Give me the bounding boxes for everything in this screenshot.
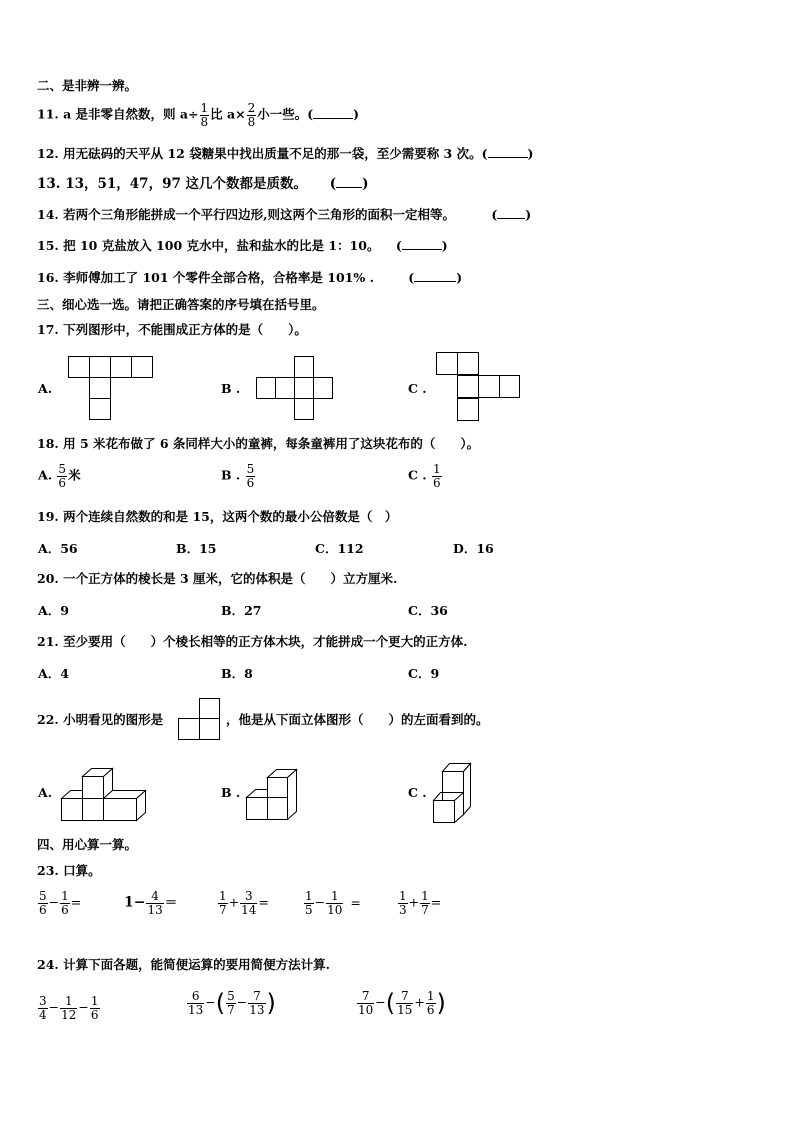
question-17: 17. 下列图形中，不能围成正方体的是（ ）。 bbox=[37, 322, 307, 337]
option-b[interactable]: B．8 bbox=[221, 666, 253, 681]
question-23: 23. 口算。 bbox=[37, 863, 101, 878]
calc-expression-3: $\frac{7}{10}$ −( $\frac{7}{15}$ + $\frac{1}{6}$ ) bbox=[358, 989, 446, 1018]
option-a-label[interactable]: A. bbox=[38, 785, 53, 800]
solid-figure-a[interactable] bbox=[60, 766, 148, 822]
option-c-label[interactable]: C . bbox=[408, 381, 427, 396]
question-20: 20. 一个正方体的棱长是 3 厘米，它的体积是（ ）立方厘米. bbox=[37, 571, 398, 586]
question-12: 12. 用无砝码的天平从 12 袋糖果中找出质量不足的那一袋，至少需要称 3 次。( ) bbox=[37, 146, 534, 161]
option-a[interactable]: A．4 bbox=[38, 666, 69, 681]
option-b[interactable]: B．15 bbox=[176, 541, 217, 556]
mental-calc-1: $\frac{5}{6}$ − $\frac{1}{6}$ = bbox=[39, 889, 82, 917]
question-22-suffix: ，他是从下面立体图形（ ）的左面看到的。 bbox=[226, 712, 489, 727]
question-11: 11. a 是非零自然数，则 a÷ $\frac{1}{8}$ 比 a× $\frac{2}{8}$ 小一些。( ) bbox=[37, 101, 360, 129]
question-19: 19. 两个连续自然数的和是 15，这两个数的最小公倍数是（ ） bbox=[37, 509, 398, 524]
mental-calc-3: $\frac{1}{7}$ + $\frac{3}{14}$ = bbox=[219, 889, 269, 917]
question-15: 15. 把 10 克盐放入 100 克水中，盐和盐水的比是 1：10。 ( ) bbox=[37, 238, 448, 253]
fraction: $\frac{1}{8}$ bbox=[200, 101, 209, 129]
answer-blank[interactable] bbox=[488, 157, 528, 158]
option-a[interactable]: A．56 bbox=[38, 541, 78, 556]
mental-calc-5: $\frac{1}{3}$ + $\frac{1}{7}$ = bbox=[399, 889, 442, 917]
option-c[interactable]: C．112 bbox=[315, 541, 364, 556]
answer-blank[interactable] bbox=[497, 218, 525, 219]
calc-expression-1: $\frac{3}{4}$ − $\frac{1}{12}$ − $\frac{1}{6}$ bbox=[39, 994, 99, 1022]
left-view-figure bbox=[178, 698, 222, 742]
question-22-prefix: 22. 小明看见的图形是 bbox=[37, 712, 164, 727]
answer-blank[interactable] bbox=[414, 281, 456, 282]
cube-net-c[interactable] bbox=[436, 352, 521, 424]
calc-expression-2: $\frac{6}{13}$ −( $\frac{5}{7}$ − $\frac{7}{13}$ ) bbox=[188, 989, 276, 1018]
question-18: 18. 用 5 米花布做了 6 条同样大小的童裤，每条童裤用了这块花布的（ ）。 bbox=[37, 436, 480, 451]
answer-blank[interactable] bbox=[313, 118, 353, 119]
option-c[interactable]: C．9 bbox=[408, 666, 440, 681]
answer-blank[interactable] bbox=[336, 187, 362, 188]
option-b-label[interactable]: B . bbox=[221, 785, 241, 800]
fraction: $\frac{2}{8}$ bbox=[247, 101, 256, 129]
option-b[interactable]: B．27 bbox=[221, 603, 262, 618]
fraction: $\frac{5}{6}$ bbox=[246, 462, 255, 490]
option-c[interactable]: C . $\frac{1}{6}$ bbox=[408, 462, 441, 490]
cube-net-b[interactable] bbox=[256, 356, 335, 422]
answer-blank[interactable] bbox=[402, 249, 442, 250]
mental-calc-4: $\frac{1}{5}$ − $\frac{1}{10}$ = bbox=[305, 889, 361, 917]
option-b[interactable]: B . $\frac{5}{6}$ bbox=[221, 462, 255, 490]
option-a[interactable]: A．9 bbox=[38, 603, 69, 618]
question-24: 24. 计算下面各题，能简便运算的要用简便方法计算. bbox=[37, 957, 330, 972]
fraction: $\frac{5}{6}$ bbox=[58, 462, 67, 490]
option-b-label[interactable]: B . bbox=[221, 381, 241, 396]
option-c[interactable]: C．36 bbox=[408, 603, 448, 618]
mental-calc-2: 1− $\frac{4}{13}$ ＝ bbox=[124, 889, 178, 917]
question-14: 14. 若两个三角形能拼成一个平行四边形,则这两个三角形的面积一定相等。 ( ) bbox=[37, 207, 532, 222]
question-16: 16. 李师傅加工了 101 个零件全部合格，合格率是 101% . ( ) bbox=[37, 270, 463, 285]
question-13: 13. 13，51，47，97 这几个数都是质数。 ( ) bbox=[37, 176, 369, 192]
cube-net-a[interactable] bbox=[68, 356, 153, 422]
option-c-label[interactable]: C . bbox=[408, 785, 427, 800]
section-heading-4: 四、用心算一算。 bbox=[37, 837, 138, 852]
option-a-label[interactable]: A. bbox=[38, 381, 53, 396]
solid-figure-c[interactable] bbox=[432, 762, 474, 824]
option-d[interactable]: D．16 bbox=[453, 541, 494, 556]
section-heading-3: 三、细心选一选。请把正确答案的序号填在括号里。 bbox=[37, 297, 325, 312]
section-heading-2: 二、是非辨一辨。 bbox=[37, 78, 138, 93]
solid-figure-b[interactable] bbox=[244, 767, 300, 822]
option-a[interactable]: A. $\frac{5}{6}$ 米 bbox=[38, 462, 81, 490]
fraction: $\frac{1}{6}$ bbox=[433, 462, 441, 490]
question-21: 21. 至少要用（ ）个棱长相等的正方体木块，才能拼成一个更大的正方体. bbox=[37, 634, 468, 649]
